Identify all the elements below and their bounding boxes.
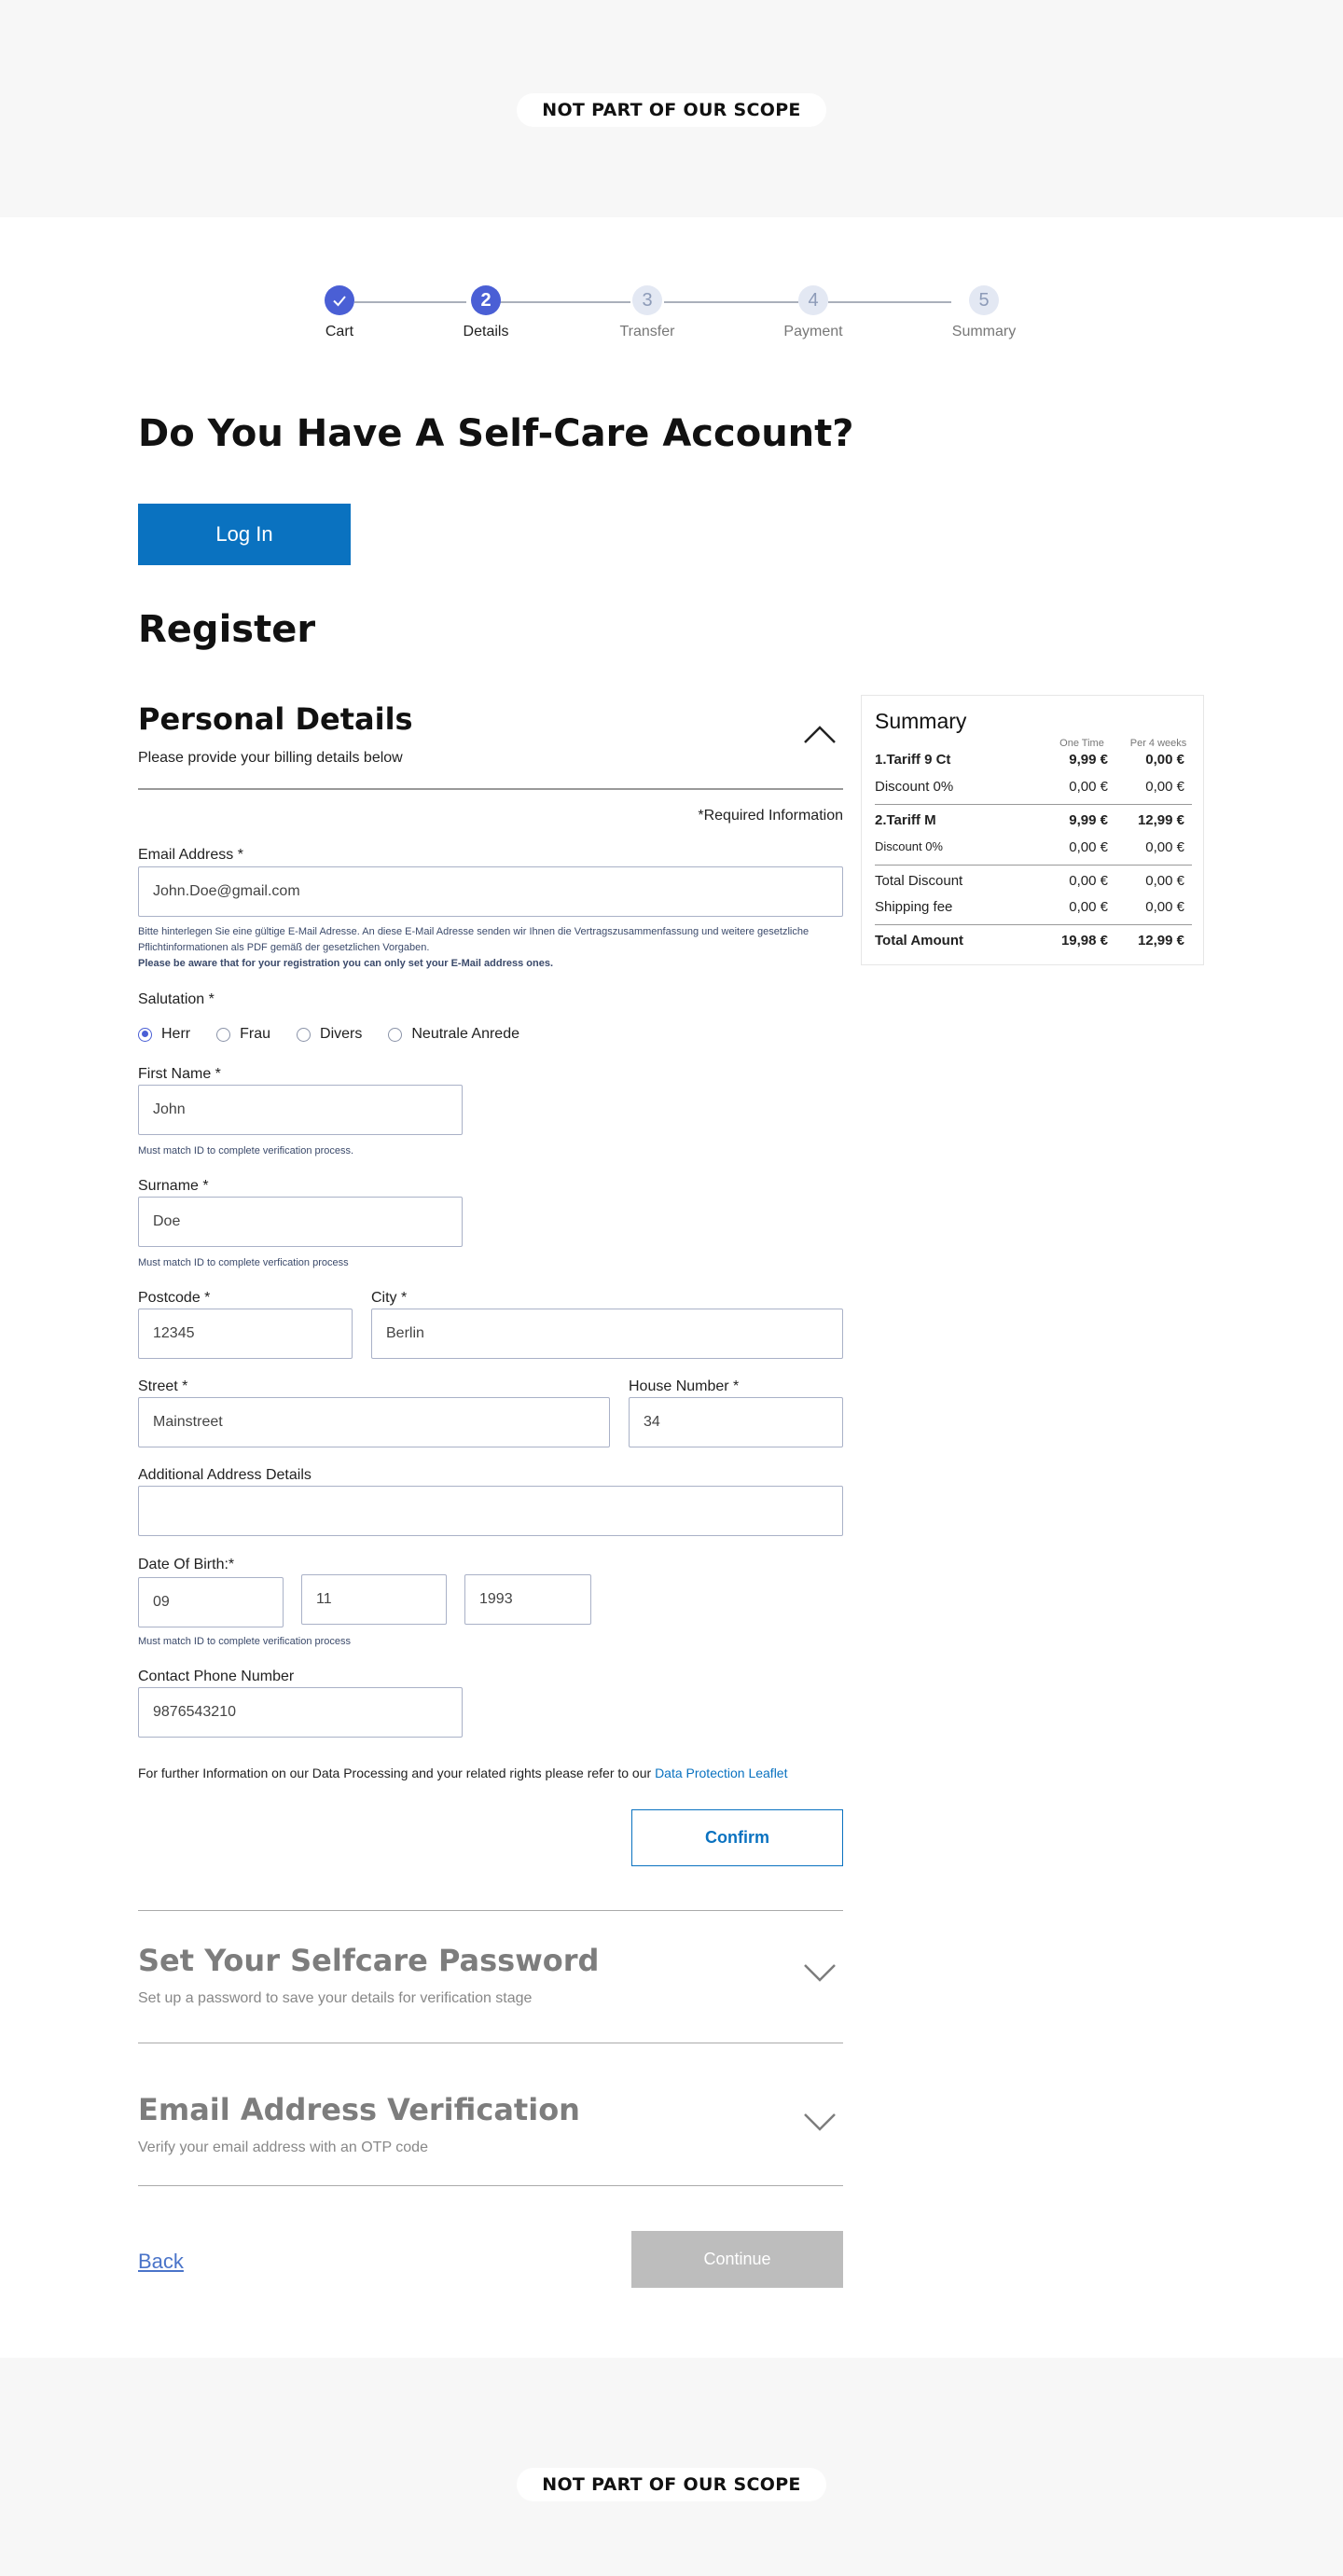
radio-icon <box>216 1028 230 1042</box>
email-field[interactable] <box>138 866 843 917</box>
salutation-divers[interactable] <box>297 1026 362 1043</box>
radio-label: Herr <box>161 1026 191 1042</box>
summary-divider <box>875 804 1192 805</box>
step-details[interactable] <box>430 285 542 340</box>
dob-label: Date Of Birth:* <box>138 1557 235 1572</box>
chevron-down-icon[interactable] <box>802 1962 838 1985</box>
dob-day-field[interactable] <box>138 1577 284 1627</box>
password-section-subtitle: Set up a password to save your details for verification stage <box>138 1990 533 2006</box>
data-processing-text: For further Information on our Data Processing and your related rights please refer to our <box>138 1766 652 1780</box>
row-one-time: 9,99 € <box>1069 752 1108 768</box>
radio-icon <box>388 1028 402 1042</box>
row-recurring: 12,99 € <box>1137 812 1184 828</box>
phone-field[interactable] <box>138 1687 463 1738</box>
chevron-down-icon[interactable] <box>802 2112 838 2134</box>
step-label: Transfer <box>619 324 675 339</box>
summary-row <box>875 752 1192 770</box>
row-one-time: 0,00 € <box>1069 839 1108 855</box>
summary-title: Summary <box>875 709 967 733</box>
check-icon <box>325 285 354 315</box>
summary-row <box>875 812 1192 831</box>
checkout-stepper <box>0 285 1343 341</box>
row-recurring: 0,00 € <box>1145 779 1184 795</box>
row-recurring: 0,00 € <box>1145 839 1184 855</box>
row-name: 2.Tariff M <box>875 812 936 828</box>
radio-label: Divers <box>320 1026 363 1042</box>
street-field[interactable] <box>138 1397 610 1447</box>
row-name: Discount 0% <box>875 839 943 853</box>
summary-row <box>875 899 1192 918</box>
row-one-time: 19,98 € <box>1060 933 1108 949</box>
salutation-label: Salutation * <box>138 991 215 1007</box>
step-transfer[interactable] <box>591 285 703 340</box>
section-divider <box>138 1910 843 1911</box>
register-heading: Register <box>138 608 316 651</box>
required-info: *Required Information <box>698 808 843 824</box>
email-note-text: Bitte hinterlegen Sie eine gültige E-Mail Adresse. An diese E-Mail Adresse senden wir Ihnen die Vertragszusammenfassung und weitere gesetzliche Pflichtinformationen als PDF gemäß der gesetzlichen Vorgaben. <box>138 926 810 953</box>
step-cart[interactable] <box>284 285 395 340</box>
salutation-herr[interactable] <box>138 1026 190 1043</box>
summary-divider <box>875 865 1192 866</box>
step-label: Payment <box>783 324 843 339</box>
step-label: Summary <box>951 324 1017 339</box>
bottom-scope-band <box>0 2358 1343 2576</box>
data-protection-link[interactable]: Data Protection Leaflet <box>655 1766 788 1780</box>
row-name: Total Discount <box>875 873 963 889</box>
first-name-field[interactable] <box>138 1085 463 1135</box>
email-label: Email Address * <box>138 847 243 863</box>
house-number-label: House Number * <box>629 1378 740 1394</box>
dob-year-field[interactable] <box>464 1574 591 1625</box>
step-number: 3 <box>632 285 662 315</box>
dob-month-field[interactable] <box>301 1574 447 1625</box>
section-divider <box>138 2185 843 2186</box>
street-label: Street * <box>138 1378 188 1394</box>
login-button[interactable]: Log In <box>138 504 351 565</box>
page-title: Do You Have A Self-Care Account? <box>138 412 854 455</box>
surname-hint: Must match ID to complete verfication process <box>138 1257 349 1268</box>
row-name: Total Amount <box>875 933 963 949</box>
phone-label: Contact Phone Number <box>138 1669 295 1684</box>
confirm-button[interactable]: Confirm <box>631 1809 843 1866</box>
back-link[interactable]: Back <box>138 2250 184 2273</box>
city-label: City * <box>371 1290 408 1306</box>
salutation-frau[interactable] <box>216 1026 270 1043</box>
surname-label: Surname * <box>138 1178 209 1194</box>
row-one-time: 9,99 € <box>1069 812 1108 828</box>
continue-button[interactable]: Continue <box>631 2231 843 2288</box>
row-recurring: 0,00 € <box>1145 899 1184 915</box>
email-verification-title[interactable]: Email Address Verification <box>138 2092 580 2127</box>
city-field[interactable] <box>371 1309 843 1359</box>
first-name-hint: Must match ID to complete verification process. <box>138 1145 354 1156</box>
scope-label-top: NOT PART OF OUR SCOPE <box>517 93 826 127</box>
salutation-neutral[interactable] <box>388 1026 519 1043</box>
row-recurring: 0,00 € <box>1145 752 1184 768</box>
radio-selected-icon <box>138 1028 152 1042</box>
additional-address-field[interactable] <box>138 1486 843 1536</box>
data-processing-info <box>138 1766 787 1780</box>
email-note-bold: Please be aware that for your registration you can only set your E-Mail address ones. <box>138 958 554 969</box>
dob-hint: Must match ID to complete verification process <box>138 1636 352 1647</box>
step-summary[interactable] <box>928 285 1040 340</box>
per-4-weeks-header: Per 4 weeks <box>1129 738 1187 749</box>
house-number-field[interactable] <box>629 1397 843 1447</box>
additional-address-label: Additional Address Details <box>138 1467 312 1483</box>
email-verification-subtitle: Verify your email address with an OTP code <box>138 2140 428 2155</box>
step-label: Cart <box>325 324 354 339</box>
row-one-time: 0,00 € <box>1069 779 1108 795</box>
row-one-time: 0,00 € <box>1069 899 1108 915</box>
step-payment[interactable] <box>757 285 869 340</box>
row-name: 1.Tariff 9 Ct <box>875 752 951 768</box>
step-number: 4 <box>798 285 828 315</box>
row-recurring: 0,00 € <box>1145 873 1184 889</box>
radio-label: Neutrale Anrede <box>411 1026 519 1042</box>
section-divider <box>138 788 843 790</box>
scope-label-bottom: NOT PART OF OUR SCOPE <box>517 2468 826 2501</box>
step-number: 2 <box>471 285 501 315</box>
summary-row <box>875 839 1192 858</box>
summary-row <box>875 779 1192 797</box>
chevron-up-icon[interactable] <box>802 723 838 745</box>
order-summary <box>861 695 1204 965</box>
summary-divider <box>875 924 1192 925</box>
radio-label: Frau <box>240 1026 271 1042</box>
row-recurring: 12,99 € <box>1137 933 1184 949</box>
row-one-time: 0,00 € <box>1069 873 1108 889</box>
personal-details-subtitle: Please provide your billing details below <box>138 750 403 766</box>
one-time-header: One Time <box>1059 738 1104 749</box>
email-note <box>138 924 843 972</box>
personal-details-title: Personal Details <box>138 701 413 737</box>
postcode-label: Postcode * <box>138 1290 211 1306</box>
password-section-title[interactable]: Set Your Selfcare Password <box>138 1943 600 1978</box>
surname-field[interactable] <box>138 1197 463 1247</box>
row-name: Shipping fee <box>875 899 953 915</box>
step-label: Details <box>463 324 509 339</box>
step-number: 5 <box>969 285 999 315</box>
first-name-label: First Name * <box>138 1066 221 1082</box>
summary-total-row <box>875 933 1192 951</box>
row-name: Discount 0% <box>875 779 954 795</box>
summary-row <box>875 873 1192 892</box>
postcode-field[interactable] <box>138 1309 353 1359</box>
top-scope-band <box>0 0 1343 217</box>
salutation-group <box>138 1026 546 1043</box>
radio-icon <box>297 1028 311 1042</box>
